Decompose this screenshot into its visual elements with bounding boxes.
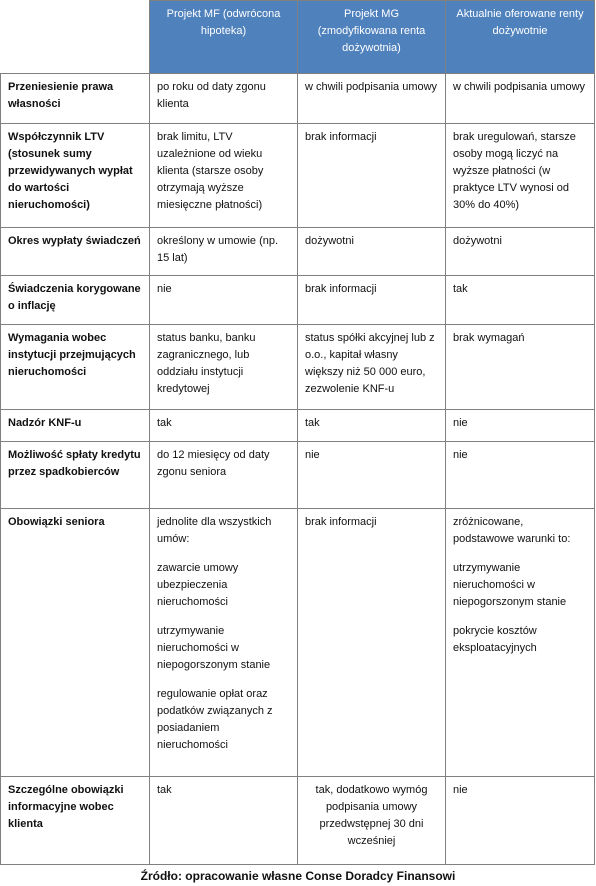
cell-intro: jednolite dla wszystkich umów: xyxy=(157,516,272,545)
table-row xyxy=(1,276,595,325)
cell-current: w chwili podpisania umowy xyxy=(446,74,595,124)
cell-current: brak wymagań xyxy=(446,325,595,410)
row-label: Wymagania wobec instytucji przejmujących nieruchomości xyxy=(1,325,150,410)
cell-current: brak uregulowań, starsze osoby mogą liczyć na wyższe płatności (w praktyce LTV wynosi od 30% do 40%) xyxy=(446,124,595,228)
row-label: Przeniesienie prawa własności xyxy=(1,74,150,124)
cell-paragraph: zawarcie umowy ubezpieczenia nieruchomości xyxy=(157,562,239,608)
row-label: Możliwość spłaty kredytu przez spadkobierców xyxy=(1,442,150,509)
cell-mg: brak informacji xyxy=(298,276,446,325)
cell-current: nie xyxy=(446,777,595,865)
cell-paragraph: regulowanie opłat oraz podatków związanych z posiadaniem nieruchomości xyxy=(157,688,273,751)
row-label: Nadzór KNF-u xyxy=(1,410,150,442)
cell-current: nie xyxy=(446,442,595,509)
cell-mf xyxy=(150,509,298,777)
cell-mf: tak xyxy=(150,410,298,442)
table-row xyxy=(1,410,595,442)
cell-mf: do 12 miesięcy od daty zgonu seniora xyxy=(150,442,298,509)
header-aktualne-renty: Aktualnie oferowane renty dożywotnie xyxy=(446,1,595,74)
cell-mg: tak, dodatkowo wymóg podpisania umowy przedwstępnej 30 dni wcześniej xyxy=(298,777,446,865)
row-label: Szczególne obowiązki informacyjne wobec klienta xyxy=(1,777,150,865)
cell-current: dożywotni xyxy=(446,228,595,276)
table-row xyxy=(1,325,595,410)
cell-current xyxy=(446,509,595,777)
header-projekt-mf: Projekt MF (odwrócona hipoteka) xyxy=(150,1,298,74)
table-row xyxy=(1,74,595,124)
table-row xyxy=(1,228,595,276)
cell-mf: określony w umowie (np. 15 lat) xyxy=(150,228,298,276)
empty-corner-cell xyxy=(1,1,150,74)
cell-mf: status banku, banku zagranicznego, lub oddziału instytucji kredytowej xyxy=(150,325,298,410)
cell-mg: status spółki akcyjnej lub z o.o., kapitał własny większy niż 50 000 euro, zezwolenie KNF-u xyxy=(298,325,446,410)
cell-mg: w chwili podpisania umowy xyxy=(298,74,446,124)
header-row xyxy=(1,1,595,74)
cell-mf: tak xyxy=(150,777,298,865)
row-label: Świadczenia korygowane o inflację xyxy=(1,276,150,325)
row-label: Okres wypłaty świadczeń xyxy=(1,228,150,276)
header-projekt-mg: Projekt MG (zmodyfikowana renta dożywotnia) xyxy=(298,1,446,74)
cell-paragraph: pokrycie kosztów eksploatacyjnych xyxy=(453,625,537,654)
cell-mg: tak xyxy=(298,410,446,442)
cell-mg: dożywotni xyxy=(298,228,446,276)
cell-paragraph: utrzymywanie nieruchomości w niepogorszonym stanie xyxy=(453,562,567,608)
row-label: Obowiązki seniora xyxy=(1,509,150,777)
cell-mg: nie xyxy=(298,442,446,509)
cell-paragraph: utrzymywanie nieruchomości w niepogorszonym stanie xyxy=(157,625,271,671)
cell-current: nie xyxy=(446,410,595,442)
cell-mf: nie xyxy=(150,276,298,325)
cell-current: tak xyxy=(446,276,595,325)
cell-mf: brak limitu, LTV uzależnione od wieku klienta (starsze osoby otrzymają wyższe miesięczne płatności) xyxy=(150,124,298,228)
cell-mf: po roku od daty zgonu klienta xyxy=(150,74,298,124)
table-row xyxy=(1,124,595,228)
source-note: Źródło: opracowanie własne Conse Doradcy Finansowi xyxy=(140,869,456,883)
table-row xyxy=(1,442,595,509)
table-row xyxy=(1,777,595,865)
cell-mg: brak informacji xyxy=(298,509,446,777)
cell-mg: brak informacji xyxy=(298,124,446,228)
table-row xyxy=(1,509,595,777)
cell-intro: zróżnicowane, podstawowe warunki to: xyxy=(453,516,571,545)
row-label: Współczynnik LTV (stosunek sumy przewidywanych wypłat do wartości nieruchomości) xyxy=(1,124,150,228)
